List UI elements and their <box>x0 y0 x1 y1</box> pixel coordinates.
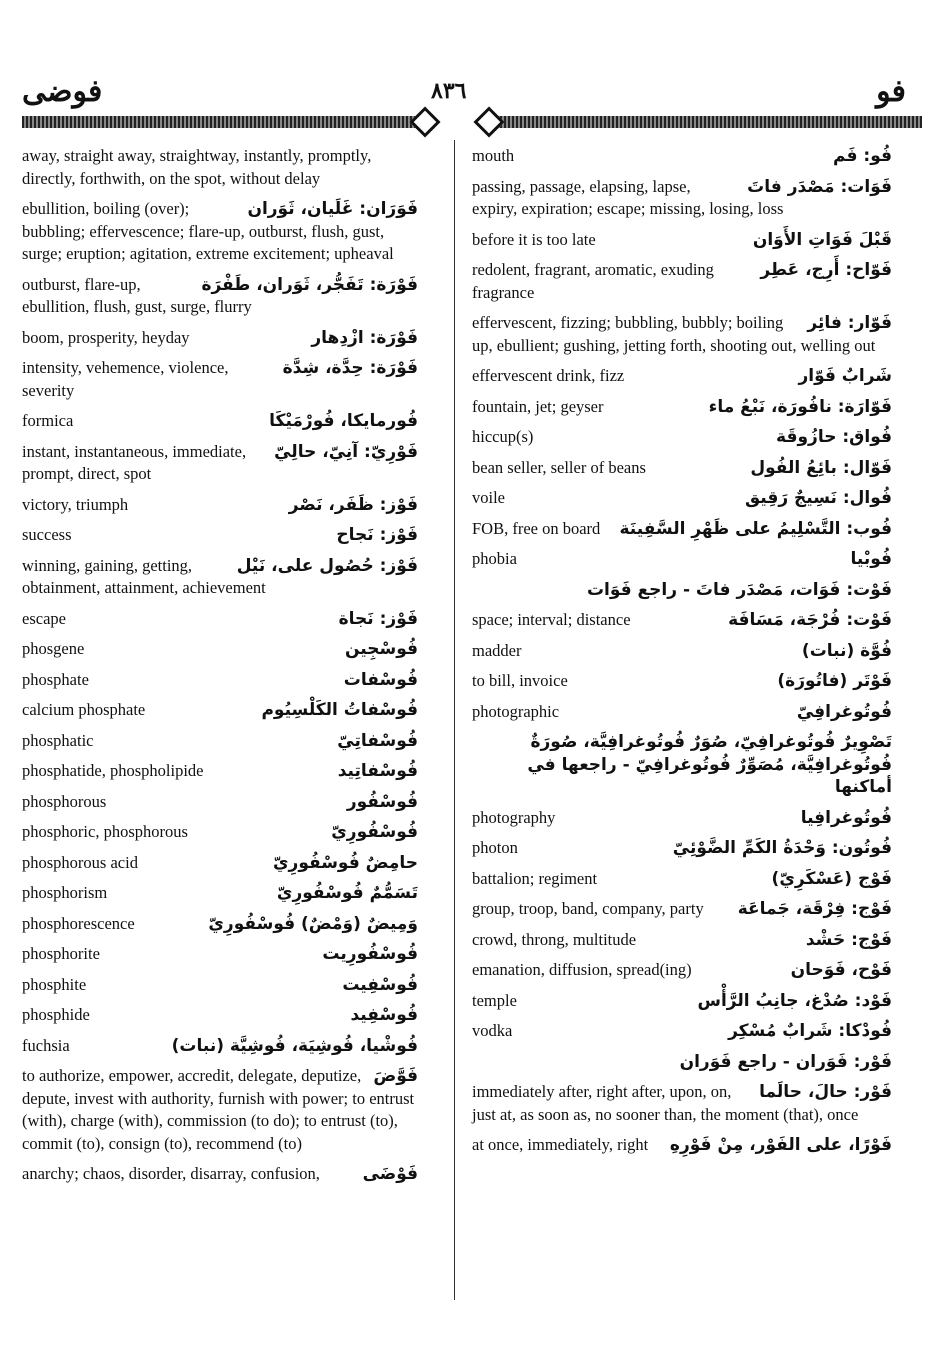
dictionary-entry <box>22 760 418 783</box>
dictionary-entry <box>472 145 892 168</box>
entry-definition: winning, gaining, getting, obtainment, attainment, achievement <box>22 555 266 597</box>
dictionary-entry <box>472 670 892 693</box>
entry-headword: فَوْرَة: تَفَجُّر، ثَوَران، طَفْرَة <box>201 274 418 295</box>
column-divider <box>454 140 455 1300</box>
entry-headword: فُوسْفِيت <box>342 974 418 995</box>
dictionary-entry <box>22 555 418 600</box>
entry-definition: calcium phosphate <box>22 700 146 719</box>
entry-definition: phosphorite <box>22 944 100 963</box>
entry-headword: فَوَّضَ <box>373 1066 418 1086</box>
entry-headword: فُورمايكا، فُورْمَيْكَا <box>269 411 418 431</box>
entry-definition: hiccup(s) <box>472 427 534 446</box>
entry-headword: فُوسْفاتُ الكَلْسِيُوم <box>261 700 418 720</box>
entry-headword: تَصْوِيرٌ فُوتُوغرافِيّ، صُوَرٌ فُوتُوغرافِيَّة، صُورَةٌ فُوتُوغرافِيَّة، مُصَوِّرٌ فُوتُوغرافِيّ - راجعها في أماكنها <box>527 732 892 797</box>
entry-definition: phosphorous <box>22 791 107 811</box>
dictionary-entry <box>472 1081 892 1126</box>
entry-headword: فَوْز: نَجاح <box>336 525 418 545</box>
entry-definition: mouth <box>472 146 515 165</box>
entry-definition: anarchy; chaos, disorder, disarray, confusion, <box>22 1164 320 1183</box>
entry-definition: phosphorescence <box>22 913 135 933</box>
entry-headword: فُوتُوغرافِيا <box>800 807 892 828</box>
dictionary-entry <box>472 487 892 510</box>
entry-headword: حامِضٌ فُوسْفُورِيّ <box>272 852 418 873</box>
entry-headword: فُوسْجِين <box>345 639 418 659</box>
entry-headword: فَوّال: بائِعُ الفُول <box>750 457 892 478</box>
dictionary-entry <box>472 1020 892 1043</box>
dictionary-entry <box>22 1163 418 1186</box>
entry-definition: phosphide <box>22 1005 90 1024</box>
entry-definition: temple <box>472 990 517 1010</box>
dictionary-entry <box>472 457 892 480</box>
dictionary-entry <box>472 609 892 632</box>
dictionary-entry <box>22 669 418 692</box>
dictionary-entry <box>22 1035 418 1058</box>
entry-definition: immediately after, right after, upon, on, just at, as soon as, no sooner than, the moment (that), once <box>472 1082 859 1124</box>
dictionary-entry <box>472 1134 892 1157</box>
entry-definition: redolent, fragrant, aromatic, exuding fragrance <box>472 260 714 302</box>
entry-definition: photographic <box>472 701 560 721</box>
entry-definition: bean seller, seller of beans <box>472 457 646 477</box>
entry-headword: فَوْضَى <box>362 1164 418 1184</box>
dictionary-entry <box>472 176 892 221</box>
dictionary-entry <box>22 357 418 402</box>
entry-headword: فُواق: حازُوقَة <box>776 427 892 447</box>
entry-headword: فَوْز: نَجاة <box>338 608 418 629</box>
entry-definition: outburst, flare-up, ebullition, flush, gust, surge, flurry <box>22 274 252 316</box>
entry-definition: phosphoric, phosphorous <box>22 822 188 841</box>
entry-headword: فَوْز: ظَفَر، نَصْر <box>288 494 418 515</box>
header-rule-right <box>492 116 922 128</box>
entry-definition: crowd, throng, multitude <box>472 929 637 949</box>
entry-headword: شَرابٌ فَوّار <box>798 366 892 386</box>
entry-definition: to bill, invoice <box>472 671 568 690</box>
entry-definition: phosphorous acid <box>22 852 138 872</box>
dictionary-entry <box>472 518 892 541</box>
entry-definition: to authorize, empower, accredit, delegate, deputize, depute, invest with authority, furnish with power; to entrust (with), charge (with), commission (to do); to entrust (to), commit (to), consign (to), recommend (to) <box>22 1066 415 1153</box>
dictionary-entry <box>472 229 892 252</box>
entry-headword: فَوْد: صُدْغ، جانِبُ الرَّأْس <box>697 990 892 1011</box>
entry-definition: success <box>22 525 72 544</box>
header-rule-left <box>22 116 418 128</box>
entry-definition: phosphite <box>22 974 87 994</box>
dictionary-entry <box>22 882 418 905</box>
entry-headword: فَوّارَة: نافُورَة، نَبْعُ ماء <box>708 396 892 417</box>
dictionary-entry <box>472 701 892 724</box>
dictionary-entry <box>472 1051 892 1074</box>
right-column <box>472 145 892 1165</box>
entry-headword: فَوْح، فَوَحان <box>790 960 892 980</box>
dictionary-entry <box>22 1004 418 1027</box>
entry-definition: instant, instantaneous, immediate, prompt, direct, spot <box>22 441 247 483</box>
dictionary-entry <box>22 791 418 814</box>
entry-headword: فُوسْفُورِيّ <box>331 822 418 842</box>
entry-headword: فَوْج (عَسْكَرِيّ) <box>771 868 892 889</box>
entry-definition: phosgene <box>22 639 85 658</box>
entry-headword: فُوتُون: وَحْدَةُ الكَمِّ الضَّوْئِيّ <box>672 838 892 858</box>
entry-headword: فُوسْفاتِيّ <box>337 730 418 751</box>
entry-headword: فَوْز: حُصُول على، نَيْل <box>236 555 418 576</box>
entry-definition: vodka <box>472 1021 513 1040</box>
dictionary-entry <box>22 821 418 844</box>
dictionary-entry <box>22 852 418 875</box>
dictionary-entry <box>22 699 418 722</box>
header-first-word: فو <box>876 75 906 108</box>
dictionary-entry <box>472 898 892 921</box>
entry-definition: group, troop, band, company, party <box>472 899 704 918</box>
entry-headword: فُوتُوغرافِيّ <box>796 701 892 722</box>
entry-headword: فُوسْفِيد <box>350 1005 418 1025</box>
entry-headword: قَبْلَ فَوَاتِ الأَوَان <box>752 229 892 250</box>
entry-definition: photography <box>472 807 556 827</box>
entry-headword: فَوّاح: أَرِج، عَطِر <box>760 260 892 280</box>
entry-definition: voile <box>472 488 505 507</box>
entry-definition: escape <box>22 608 66 628</box>
dictionary-entry <box>22 943 418 966</box>
entry-headword: فُودْكا: شَرابٌ مُسْكِر <box>728 1021 892 1041</box>
dictionary-entry <box>472 990 892 1013</box>
dictionary-entry <box>22 274 418 319</box>
entry-definition: at once, immediately, right <box>472 1135 649 1154</box>
dictionary-entry <box>22 638 418 661</box>
dictionary-entry <box>472 640 892 663</box>
dictionary-entry <box>472 312 892 357</box>
dictionary-entry <box>22 913 418 936</box>
entry-headword: فَوْج: فِرْقَة، جَماعَة <box>737 899 892 919</box>
entry-headword: فُوسْفاتِيد <box>337 761 418 781</box>
entry-definition: FOB, free on board <box>472 518 601 538</box>
entry-headword: فَوَرَان: غَلَيان، ثَوَران <box>247 199 418 219</box>
entry-headword: فُوسْفُورِيت <box>322 944 418 964</box>
entry-definition: effervescent, fizzing; bubbling, bubbly; boiling up, ebullient; gushing, jetting forth, shooting out, welling out <box>472 313 876 355</box>
entry-definition: passing, passage, elapsing, lapse, expiry, expiration; escape; missing, losing, loss <box>472 176 784 218</box>
entry-definition: phosphatide, phospholipide <box>22 761 204 780</box>
entry-headword: فُو: فَم <box>833 146 892 166</box>
dictionary-entry <box>472 259 892 304</box>
dictionary-entry <box>22 410 418 433</box>
header-last-word: فوضى <box>22 75 103 108</box>
dictionary-entry <box>22 494 418 517</box>
entry-definition: boom, prosperity, heyday <box>22 327 190 347</box>
dictionary-entry <box>22 524 418 547</box>
entry-definition: photon <box>472 838 518 857</box>
dictionary-entry <box>22 441 418 486</box>
entry-headword: فَوْت: فُرْجَة، مَسَافَة <box>728 610 892 630</box>
dictionary-entry <box>472 807 892 830</box>
dictionary-entry <box>22 1065 418 1155</box>
entry-definition: effervescent drink, fizz <box>472 366 625 385</box>
dictionary-entry <box>472 579 892 602</box>
dictionary-entry <box>472 396 892 419</box>
entry-definition: phosphorism <box>22 883 108 902</box>
entry-headword: فُوسْفات <box>343 669 418 690</box>
entry-headword: فَوْرَة: ازْدِهار <box>311 327 418 348</box>
entry-headword: فَوْرًا، على الفَوْر، مِنْ فَوْرِهِ <box>669 1135 892 1155</box>
dictionary-entry <box>472 959 892 982</box>
entry-headword: تَسَمُّمٌ فُوسْفُورِيّ <box>276 883 418 903</box>
entry-headword: فَوْرِيّ: آنِيّ، حالِيّ <box>274 441 418 462</box>
entry-headword: فَوْر: فَوَران - راجع فَوَران <box>679 1051 892 1072</box>
dictionary-entry <box>22 730 418 753</box>
entry-headword: فَوّار: فائِر <box>807 313 892 333</box>
entry-headword: فُوب: التَّسْلِيمُ على ظَهْرِ السَّفِينَة <box>619 518 892 539</box>
page-number: ٨٣٦ <box>431 78 467 103</box>
entry-definition: phosphatic <box>22 730 94 750</box>
dictionary-entry <box>472 548 892 571</box>
dictionary-entry <box>472 731 892 799</box>
entry-headword: فَوْت: فَوَات، مَصْدَر فاتَ - راجع فَوَات <box>586 579 892 600</box>
entry-definition: phosphate <box>22 669 89 689</box>
entry-headword: فَوْج: حَشْد <box>805 929 892 950</box>
entry-headword: فُوَّة (نبات) <box>801 640 892 661</box>
entry-definition: formica <box>22 411 74 430</box>
entry-headword: فَوْتَر (فاتُورَة) <box>777 671 892 691</box>
entry-definition: battalion; regiment <box>472 868 598 888</box>
entry-definition: before it is too late <box>472 229 596 249</box>
dictionary-entry <box>472 868 892 891</box>
entry-definition: intensity, vehemence, violence, severity <box>22 358 229 400</box>
dictionary-entry <box>472 365 892 388</box>
dictionary-entry <box>22 327 418 350</box>
dictionary-entry <box>472 426 892 449</box>
entry-headword: فُوال: نَسِيجٌ رَقِيق <box>744 488 892 508</box>
entry-headword: فُوسْفُور <box>346 791 418 812</box>
entry-definition: emanation, diffusion, spread(ing) <box>472 960 692 979</box>
dictionary-entry <box>472 837 892 860</box>
page-header <box>0 74 942 114</box>
dictionary-entry <box>22 608 418 631</box>
left-column <box>22 145 418 1194</box>
entry-definition: fountain, jet; geyser <box>472 396 604 416</box>
entry-definition: madder <box>472 640 522 660</box>
entry-headword: فَوَات: مَصْدَر فاتَ <box>747 176 892 197</box>
dictionary-entry <box>472 929 892 952</box>
entry-headword: وَمِيضٌ (وَمْضٌ) فُوسْفُورِيّ <box>208 913 418 934</box>
entry-headword: فُوبْيا <box>850 549 892 569</box>
entry-headword: فُوشْيا، فُوشِيَة، فُوشِيَّة (نبات) <box>171 1035 418 1056</box>
dictionary-entry <box>22 974 418 997</box>
entry-definition: space; interval; distance <box>472 610 631 629</box>
entry-headword: فَوْرَة: حِدَّة، شِدَّة <box>282 358 418 378</box>
dictionary-entry <box>22 198 418 266</box>
entry-definition: ebullition, boiling (over); bubbling; effervescence; flare-up, outburst, flush, gust, surge; eruption; agitation, extreme excitement; upheaval <box>22 199 394 263</box>
entry-definition: away, straight away, straightway, instantly, promptly, directly, forthwith, on the spot, without delay <box>22 146 372 188</box>
entry-definition: phobia <box>472 549 517 568</box>
entry-definition: fuchsia <box>22 1035 70 1055</box>
entry-headword: فَوْر: حالَ، حالَما <box>759 1082 892 1102</box>
entry-definition: victory, triumph <box>22 494 129 514</box>
dictionary-entry <box>22 145 418 190</box>
